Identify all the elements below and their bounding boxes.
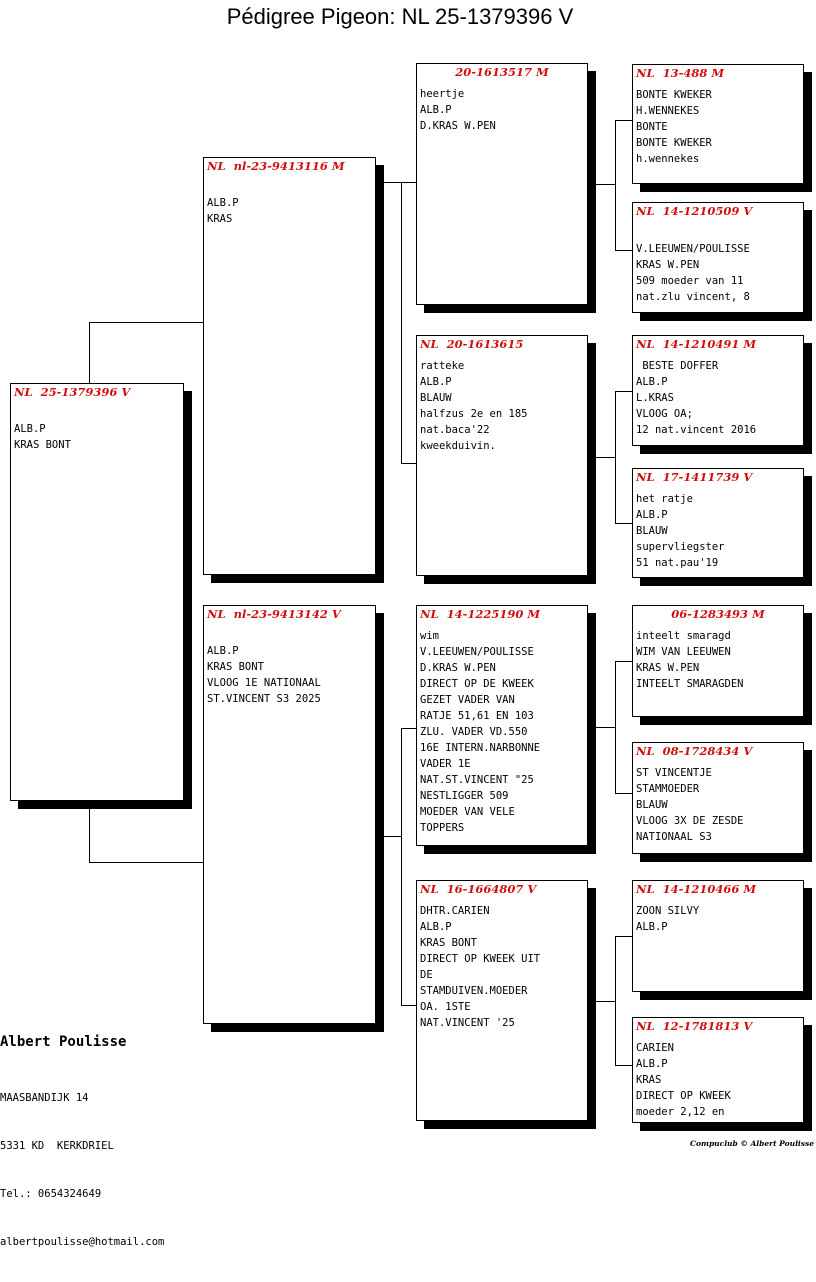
owner-line: 5331 KD KERKDRIEL — [0, 1140, 114, 1152]
connector-line — [384, 836, 402, 837]
connector-line — [615, 523, 632, 524]
connector-line — [401, 728, 416, 729]
detail-line: BONTE KWEKER — [636, 89, 712, 101]
bird-details — [636, 491, 725, 571]
detail-line: wim — [420, 630, 439, 642]
bird-details — [14, 421, 71, 453]
connector-line — [615, 661, 632, 662]
detail-line: DE — [420, 969, 433, 981]
detail-line: ST.VINCENT S3 2025 — [207, 693, 321, 705]
connector-line — [615, 250, 632, 251]
detail-line: 16E INTERN.NARBONNE — [420, 742, 541, 754]
detail-line: moeder 2,12 en — [636, 1106, 725, 1118]
owner-name: Albert Poulisse — [0, 1034, 127, 1050]
detail-line: heertje — [420, 88, 465, 100]
ring-number: NL 14-1210491 M — [636, 337, 757, 351]
bird-details — [636, 903, 699, 935]
detail-line: V.LEEUWEN/POULISSE — [636, 243, 750, 255]
connector-line — [401, 463, 416, 464]
detail-line: TOPPERS — [420, 822, 465, 834]
page-title: Pédigree Pigeon: NL 25-1379396 V — [226, 4, 574, 29]
detail-line: halfzus 2e en 185 — [420, 408, 528, 420]
ring-number: NL 16-1664807 V — [420, 882, 537, 896]
detail-line: BESTE DOFFER — [636, 360, 719, 372]
pedigree-card-ssd — [632, 202, 804, 313]
ring-number: NL 20-1613615 — [420, 337, 524, 351]
ring-number: NL 08-1728434 V — [636, 744, 753, 758]
connector-line — [401, 182, 402, 464]
detail-line: MOEDER VAN VELE — [420, 806, 515, 818]
detail-line: H.WENNEKES — [636, 105, 700, 117]
detail-line: 509 moeder van 11 — [636, 275, 744, 287]
connector-line — [615, 936, 632, 937]
detail-line: VLOOG 3X DE ZESDE — [636, 815, 744, 827]
pedigree-card-sss — [632, 64, 804, 184]
pedigree-card-dss — [632, 605, 804, 717]
detail-line: DIRECT OP KWEEK UIT — [420, 953, 541, 965]
connector-line — [615, 391, 616, 524]
detail-line: D.KRAS W.PEN — [420, 120, 496, 132]
detail-line: VADER 1E — [420, 758, 471, 770]
detail-line: VLOOG OA; — [636, 408, 693, 420]
detail-line: KRAS W.PEN — [636, 259, 700, 271]
detail-line: 51 nat.pau'19 — [636, 557, 719, 569]
pedigree-card-ds — [416, 605, 588, 846]
bird-details — [636, 225, 750, 305]
detail-line: nat.baca'22 — [420, 424, 490, 436]
connector-line — [615, 120, 616, 251]
software-credit: Compuclub © Albert Poulisse — [690, 1139, 814, 1148]
ring-number: NL 13-488 M — [636, 66, 725, 80]
bird-details — [636, 628, 743, 692]
detail-line: ALB.P — [207, 197, 239, 209]
bird-details — [207, 643, 321, 707]
detail-line: L.KRAS — [636, 392, 674, 404]
owner-address — [0, 1058, 164, 1282]
pedigree-card-dd — [416, 880, 588, 1121]
detail-line: BLAUW — [636, 525, 668, 537]
ring-number: NL nl-23-9413142 V — [207, 607, 341, 621]
detail-line: CARIEN — [636, 1042, 674, 1054]
detail-line: ALB.P — [636, 1058, 668, 1070]
detail-line: ZLU. VADER VD.550 — [420, 726, 528, 738]
pedigree-card-sire — [203, 157, 376, 575]
pedigree-card-dam — [203, 605, 376, 1024]
detail-line: VLOOG 1E NATIONAAL — [207, 677, 321, 689]
connector-line — [384, 182, 402, 183]
detail-line: BONTE KWEKER — [636, 137, 712, 149]
detail-line: ALB.P — [420, 376, 452, 388]
detail-line: KRAS BONT — [14, 439, 71, 451]
connector-line — [401, 728, 402, 1006]
detail-line: ALB.P — [636, 509, 668, 521]
connector-line — [89, 862, 203, 863]
detail-line: ratteke — [420, 360, 465, 372]
ring-number: 06-1283493 M — [671, 607, 765, 621]
connector-line — [596, 727, 616, 728]
detail-line: STAMDUIVEN.MOEDER — [420, 985, 528, 997]
ring-number: NL 14-1225190 M — [420, 607, 541, 621]
detail-line: 12 nat.vincent 2016 — [636, 424, 757, 436]
detail-line: supervliegster — [636, 541, 725, 553]
bird-details — [420, 358, 527, 454]
pedigree-card-sds — [632, 335, 804, 446]
detail-line: h.wennekes — [636, 153, 700, 165]
detail-line: KRAS BONT — [420, 937, 477, 949]
connector-line — [615, 120, 632, 121]
detail-line: DIRECT OP KWEEK — [636, 1090, 731, 1102]
connector-line — [89, 809, 90, 863]
detail-line: STAMMOEDER — [636, 783, 700, 795]
detail-line: ALB.P — [420, 104, 452, 116]
detail-line — [636, 225, 750, 241]
detail-line: KRAS — [207, 213, 233, 225]
detail-line: RATJE 51,61 EN 103 — [420, 710, 534, 722]
detail-line: WIM VAN LEEUWEN — [636, 646, 731, 658]
detail-line: NAT.VINCENT '25 — [420, 1017, 515, 1029]
detail-line: nat.zlu vincent, 8 — [636, 291, 750, 303]
detail-line: ALB.P — [636, 376, 668, 388]
detail-line: ZOON SILVY — [636, 905, 700, 917]
pedigree-card-ss — [416, 63, 588, 305]
detail-line: ALB.P — [14, 423, 46, 435]
ring-number: 20-1613517 M — [455, 65, 549, 79]
detail-line: V.LEEUWEN/POULISSE — [420, 646, 534, 658]
connector-line — [615, 936, 616, 1066]
detail-line: KRAS BONT — [207, 661, 264, 673]
ring-number: NL 14-1210509 V — [636, 204, 753, 218]
ring-number: NL 14-1210466 M — [636, 882, 757, 896]
detail-line: DHTR.CARIEN — [420, 905, 490, 917]
detail-line: OA. 1STE — [420, 1001, 471, 1013]
detail-line: ALB.P — [636, 921, 668, 933]
pedigree-card-subject — [10, 383, 184, 801]
detail-line: KRAS W.PEN — [636, 662, 700, 674]
bird-details — [420, 628, 540, 836]
detail-line: D.KRAS W.PEN — [420, 662, 496, 674]
ring-number: NL 25-1379396 V — [14, 385, 131, 399]
detail-line: NESTLIGGER 509 — [420, 790, 509, 802]
bird-details — [636, 1040, 731, 1120]
connector-line — [89, 322, 90, 383]
pedigree-card-dds — [632, 880, 804, 992]
pedigree-card-sd — [416, 335, 588, 576]
connector-line — [596, 184, 616, 185]
owner-line[interactable]: albertpoulisse@hotmail.com — [0, 1236, 165, 1248]
detail-line: KRAS — [636, 1074, 662, 1086]
connector-line — [615, 391, 632, 392]
ring-number: NL 17-1411739 V — [636, 470, 753, 484]
bird-details — [420, 903, 540, 1031]
bird-details — [636, 87, 712, 167]
detail-line: kweekduivin. — [420, 440, 496, 452]
detail-line: BLAUW — [420, 392, 452, 404]
bird-details — [420, 86, 496, 134]
bird-details — [636, 765, 743, 845]
owner-line: MAASBANDIJK 14 — [0, 1092, 89, 1104]
connector-line — [615, 1065, 632, 1066]
connector-line — [596, 1001, 616, 1002]
connector-line — [401, 1005, 416, 1006]
bird-details — [636, 358, 756, 438]
detail-line: NAT.ST.VINCENT "25 — [420, 774, 534, 786]
detail-line: ALB.P — [420, 921, 452, 933]
detail-line: DIRECT OP DE KWEEK — [420, 678, 534, 690]
detail-line: GEZET VADER VAN — [420, 694, 515, 706]
detail-line: INTEELT SMARAGDEN — [636, 678, 744, 690]
connector-line — [89, 322, 203, 323]
ring-number: NL nl-23-9413116 M — [207, 159, 345, 173]
connector-line — [615, 793, 632, 794]
detail-line: ST VINCENTJE — [636, 767, 712, 779]
detail-line: BONTE — [636, 121, 668, 133]
detail-line: inteelt smaragd — [636, 630, 731, 642]
connector-line — [615, 661, 616, 794]
pedigree-card-dsd — [632, 742, 804, 854]
bird-details — [207, 195, 239, 227]
pedigree-card-sdd — [632, 468, 804, 578]
detail-line: het ratje — [636, 493, 693, 505]
pedigree-card-ddd — [632, 1017, 804, 1123]
detail-line: NATIONAAL S3 — [636, 831, 712, 843]
connector-line — [401, 182, 416, 183]
detail-line: BLAUW — [636, 799, 668, 811]
ring-number: NL 12-1781813 V — [636, 1019, 753, 1033]
owner-line: Tel.: 0654324649 — [0, 1188, 102, 1200]
connector-line — [596, 457, 616, 458]
detail-line: ALB.P — [207, 645, 239, 657]
